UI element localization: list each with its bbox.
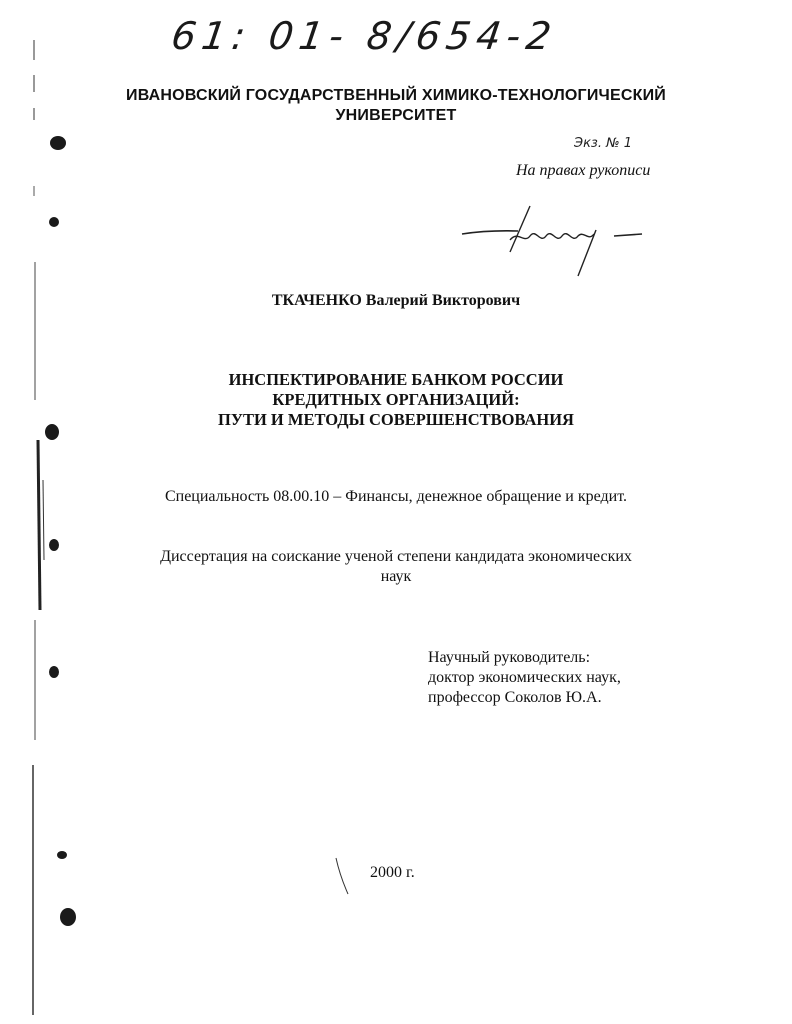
degree-statement (130, 547, 662, 587)
copy-number-note: Экз. № 1 (574, 136, 633, 151)
author-signature (458, 200, 648, 280)
author-name: ТКАЧЕНКО Валерий Викторович (271, 292, 521, 309)
degree-line-2: наук (380, 568, 412, 585)
title-line-2: КРЕДИТНЫХ ОРГАНИЗАЦИЙ: (272, 390, 520, 409)
advisor-line-1: Научный руководитель: (428, 649, 591, 666)
title-line-1: ИНСПЕКТИРОВАНИЕ БАНКОМ РОССИИ (228, 370, 564, 389)
year: 2000 г. (370, 864, 415, 881)
university-name (0, 86, 792, 126)
advisor-line-3: профессор Соколов Ю.А. (428, 689, 602, 706)
university-name-line-2: УНИВЕРСИТЕТ (335, 107, 457, 124)
university-name-line-1: ИВАНОВСКИЙ ГОСУДАРСТВЕННЫЙ ХИМИКО-ТЕХНОЛОГИЧЕСКИЙ (126, 87, 666, 104)
advisor-line-2: доктор экономических наук, (428, 669, 621, 686)
title-line-3: ПУТИ И МЕТОДЫ СОВЕРШЕНСТВОВАНИЯ (218, 410, 574, 429)
dissertation-title (0, 370, 792, 430)
degree-line-1: Диссертация на соискание ученой степени кандидата экономических (160, 548, 632, 565)
manuscript-rights-notice: На правах рукописи (516, 162, 651, 179)
scan-edge-artifacts (0, 0, 80, 1024)
scientific-advisor (428, 648, 621, 708)
catalog-code-handwritten: 61: 01- 8/654-2 (168, 14, 560, 58)
pen-slash-mark (332, 856, 352, 896)
specialty-line: Специальность 08.00.10 – Финансы, денежное обращение и кредит. (164, 488, 628, 505)
